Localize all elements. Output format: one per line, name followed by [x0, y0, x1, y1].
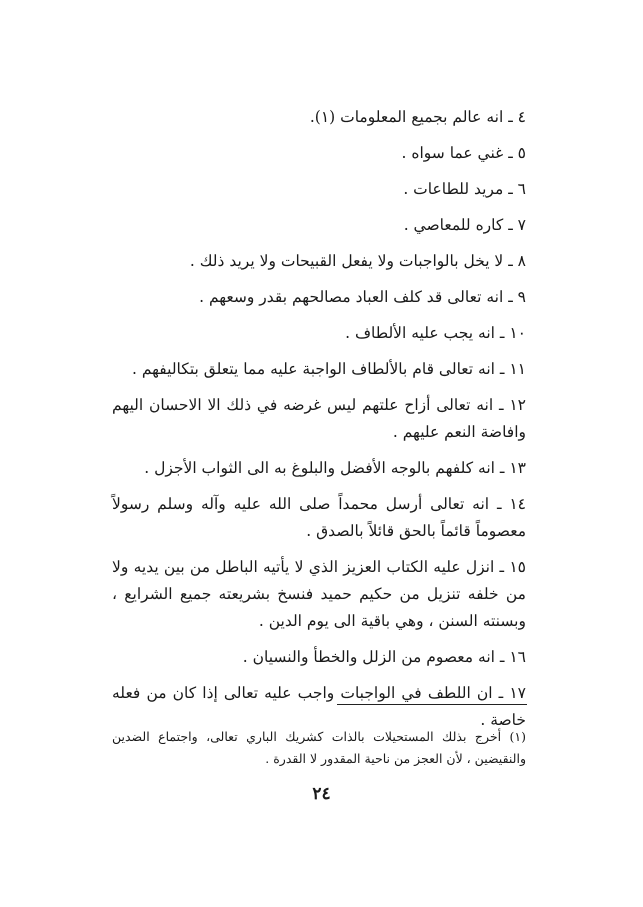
- list-item: ٨ ـ لا يخل بالواجبات ولا يفعل القبيحات ولا يريد ذلك .: [189, 252, 526, 270]
- list-item: ١٠ ـ انه يجب عليه الألطاف .: [345, 324, 526, 342]
- footnote-divider: [337, 704, 527, 705]
- list-item: ١٥ ـ انزل عليه الكتاب العزيز الذي لا يأتيه الباطل من بين يديه ولا من خلفه تنزيل من حكيم حميد فنسخ بشريعته جميع الشرايع ، وبسنته السنن ، وهي باقية الى يوم الدين .: [112, 558, 526, 630]
- list-item: ١٣ ـ انه كلفهم بالوجه الأفضل والبلوغ به الى الثواب الأجزل .: [144, 459, 526, 477]
- list-item: ١٤ ـ انه تعالى أرسل محمداً صلى الله عليه وآله وسلم رسولاً معصوماً قائماً بالحق قائلاً بالصدق .: [112, 495, 526, 540]
- list-item: ١٧ ـ ان اللطف في الواجبات واجب عليه تعالى إذا كان من فعله خاصة .: [112, 684, 526, 729]
- list-item: ٥ ـ غني عما سواه .: [401, 144, 526, 162]
- list-item: ٤ ـ انه عالم بجميع المعلومات (١).: [309, 108, 526, 126]
- list-item: ١١ ـ انه تعالى قام بالألطاف الواجبة عليه مما يتعلق بتكاليفهم .: [131, 360, 526, 378]
- list-item: ٩ ـ انه تعالى قد كلف العباد مصالحهم بقدر وسعهم .: [199, 288, 526, 306]
- list-item: ١٢ ـ انه تعالى أزاح علتهم ليس غرضه في ذلك الا الاحسان اليهم وافاضة النعم عليهم .: [112, 396, 526, 441]
- main-text: [112, 104, 526, 743]
- list-item: ٧ ـ كاره للمعاصي .: [403, 216, 526, 234]
- list-item: ١٦ ـ انه معصوم من الزلل والخطأ والنسيان .: [242, 648, 526, 666]
- list-item: ٦ ـ مريد للطاعات .: [403, 180, 526, 198]
- footnote: (١) أخرج بذلك المستحيلات بالذات كشريك الباري تعالى، واجتماع الضدين والنقيضين ، لأن العجز من ناحية المقدور لا القدرة .: [112, 728, 526, 766]
- page-number: ٢٤: [312, 784, 331, 804]
